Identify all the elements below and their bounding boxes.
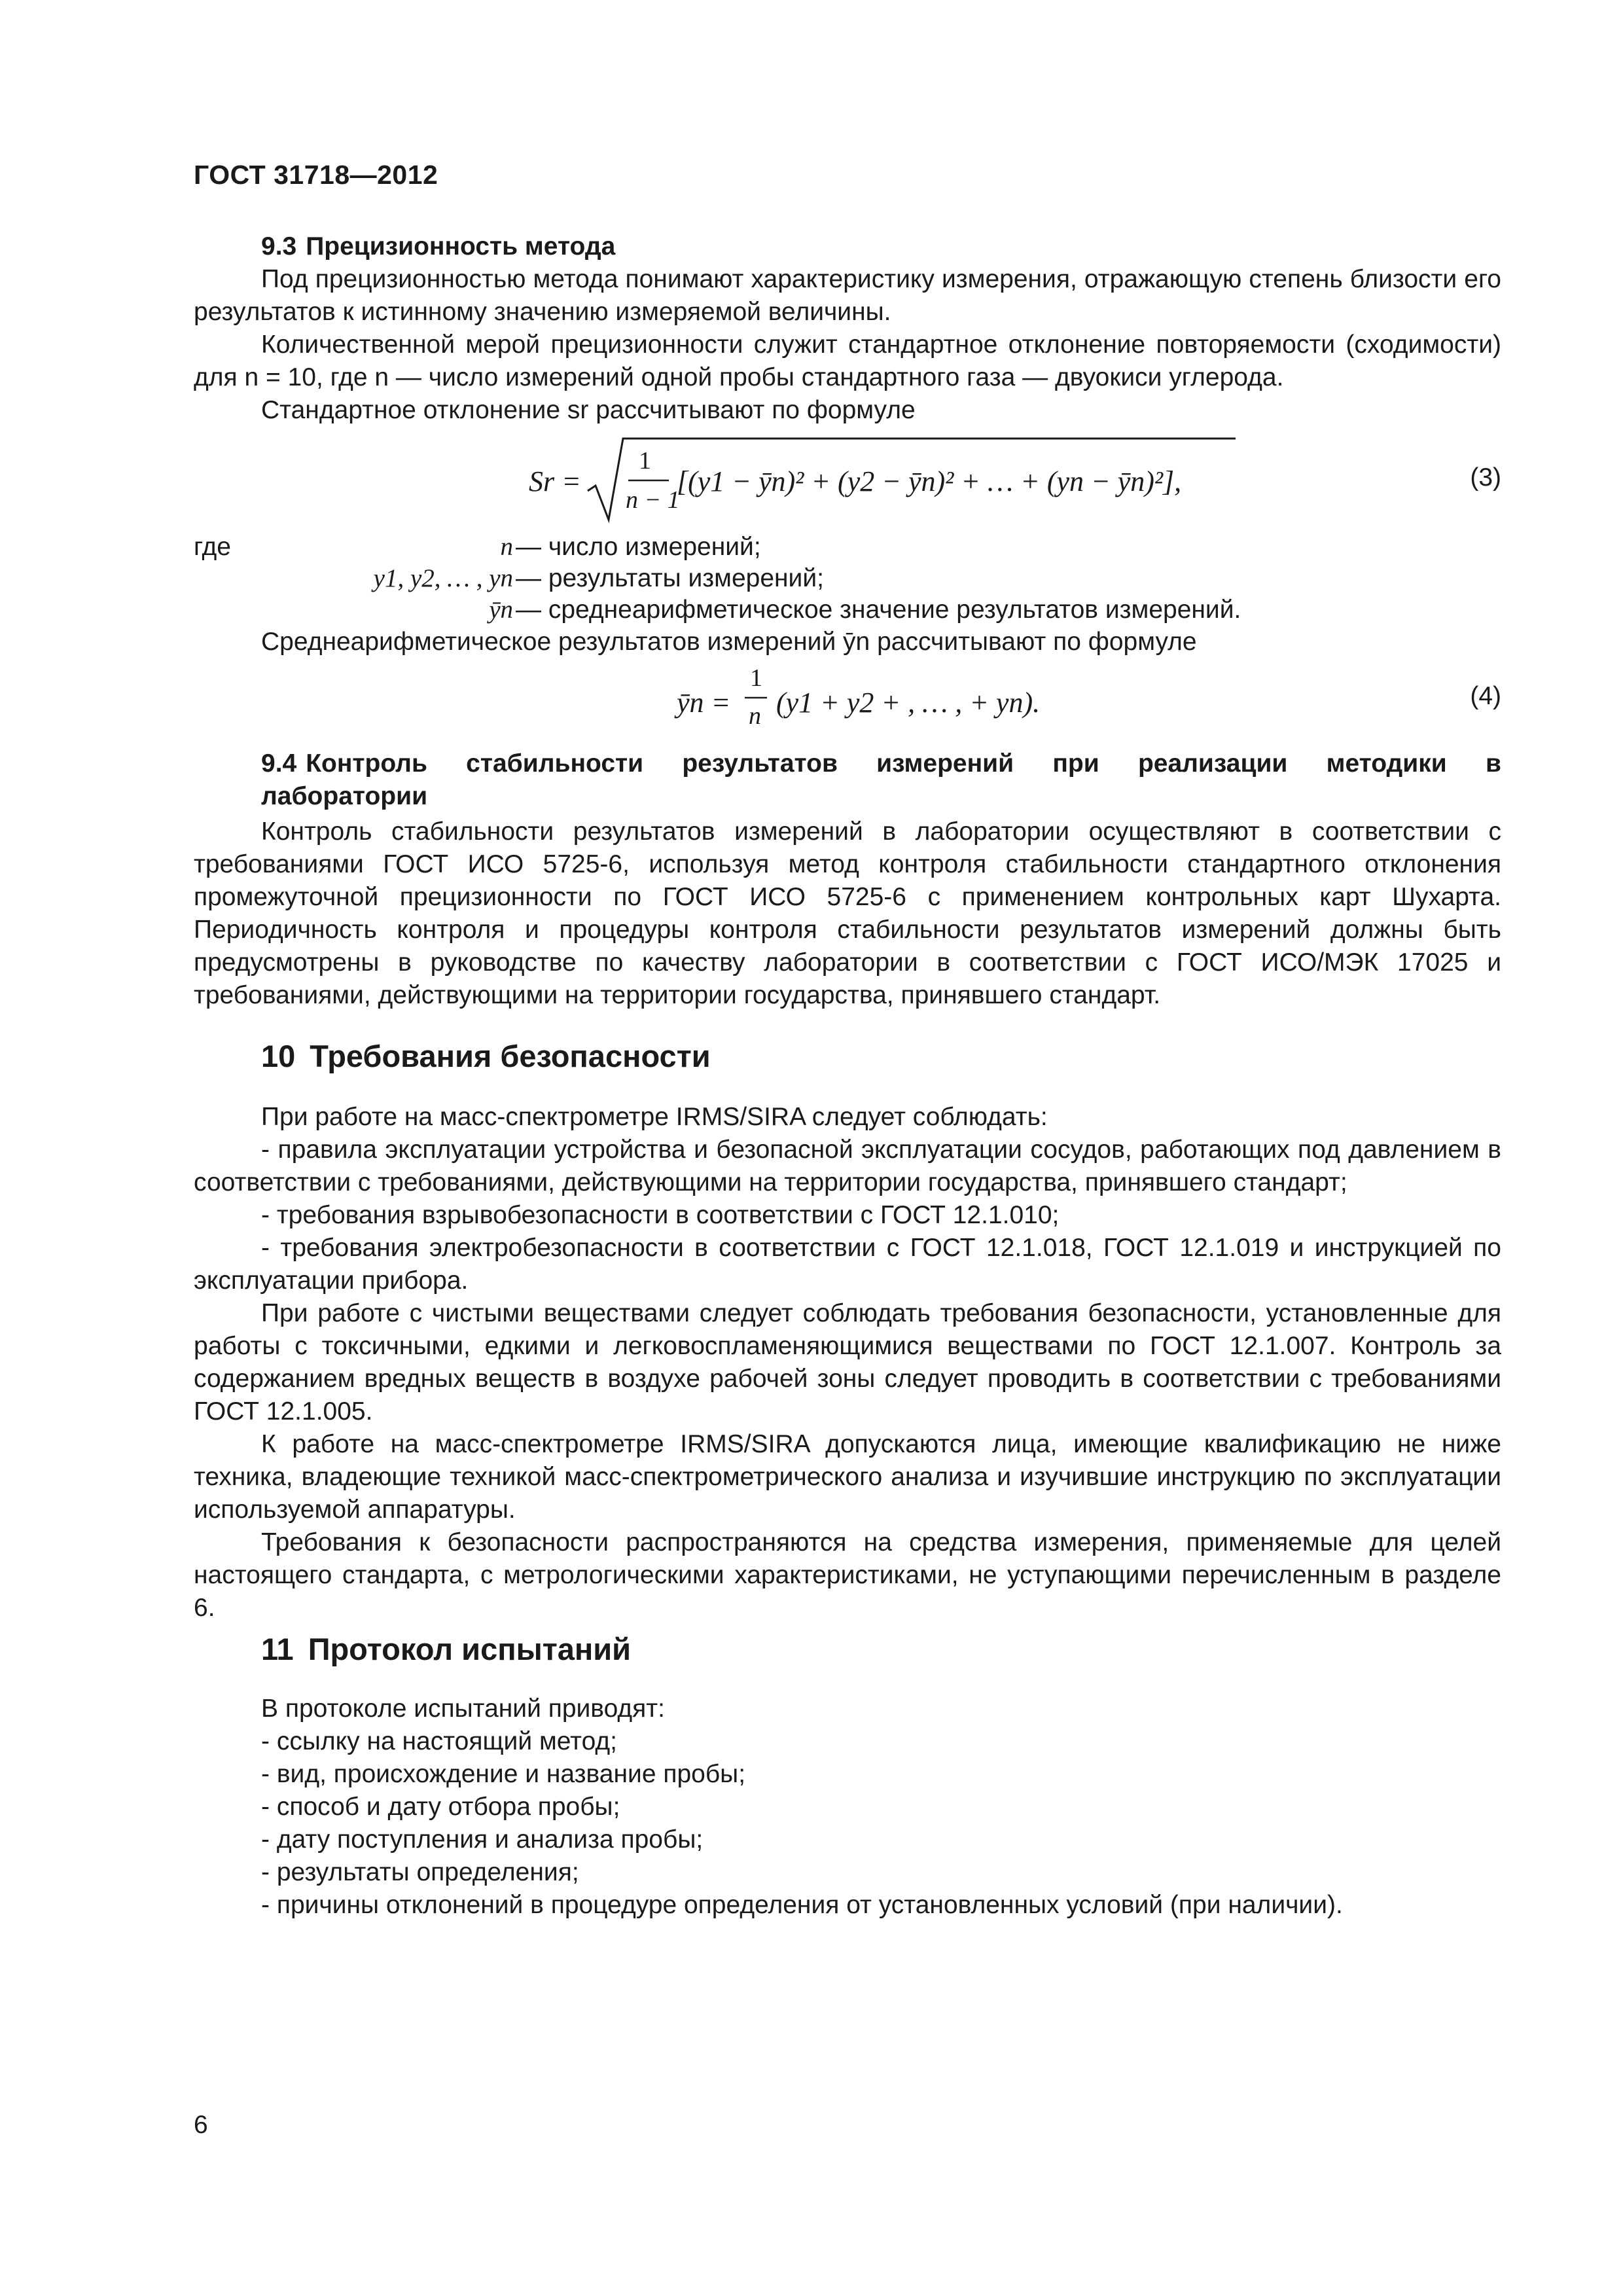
formula-3	[529, 433, 1209, 525]
equation-number-4: (4)	[1470, 682, 1501, 710]
section-9-4	[194, 747, 1501, 1012]
formula-3-frac-den: n − 1	[626, 486, 680, 514]
paragraph: Требования к безопасности распространяются на средства измерения, применяемые для целей настоящего стандарта, с метрологическими характеристиками, не уступающими перечисленным в разделе 6.	[194, 1528, 1501, 1622]
where-row	[194, 563, 1501, 594]
paragraph: - требования электробезопасности в соответствии с ГОСТ 12.1.018, ГОСТ 12.1.019 и инструкцией по эксплуатации прибора.	[194, 1234, 1501, 1295]
list-item: - вид, происхождение и название пробы;	[261, 1760, 746, 1788]
where-description: — среднеарифметическое значение результатов измерений.	[516, 596, 1241, 624]
where-symbol: ȳn	[489, 596, 513, 624]
section-11-heading	[261, 1631, 631, 1667]
section-title: Протокол испытаний	[308, 1632, 632, 1666]
where-symbol: n	[500, 533, 513, 561]
where-row	[194, 531, 1501, 563]
formula-4-frac-den: n	[749, 702, 761, 730]
list-item: - причины отклонений в процедуре определения от установленных условий (при наличии).	[261, 1891, 1343, 1919]
paragraph: - требования взрывобезопасности в соответствии с ГОСТ 12.1.010;	[261, 1201, 1060, 1229]
formula-4-lhs: ȳn =	[677, 687, 731, 719]
section-number: 10	[261, 1039, 296, 1073]
paragraph: При работе на масс-спектрометре IRMS/SIRA следует соблюдать:	[261, 1103, 1048, 1131]
paragraph: Контроль стабильности результатов измерений в лаборатории осуществляют в соответствии с требованиями ГОСТ ИСО 5725-6, используя метод контроля стабильности стандартного отклонения промежуточной прецизионности по ГОСТ ИСО 5725-6 с применением контрольных карт Шухарта. Периодичность контроля и процедуры контроля стабильности результатов измерений должны быть предусмотрены в руководстве по качеству лаборатории в соответствии с ГОСТ ИСО/МЭК 17025 и требованиями, действующими на территории государства, принявшего стандарт.	[194, 817, 1501, 1009]
section-9-3	[194, 230, 1501, 427]
section-10-heading	[261, 1038, 711, 1074]
paragraph: Стандартное отклонение sr рассчитывают по формуле	[261, 396, 916, 424]
section-11	[261, 1693, 1501, 1922]
list-item: - ссылку на настоящий метод;	[261, 1727, 618, 1755]
document-code: ГОСТ 31718—2012	[194, 160, 438, 190]
list-item: - дату поступления и анализа пробы;	[261, 1825, 704, 1854]
section-number: 9.4	[261, 749, 297, 778]
section-10	[194, 1101, 1501, 1624]
formula-4-frac-num: 1	[750, 664, 762, 692]
where-description: — число измерений;	[516, 533, 761, 561]
where-label: где	[194, 533, 231, 561]
page-number: 6	[194, 2111, 208, 2139]
where-row	[194, 594, 1501, 626]
section-9-3-continued	[194, 626, 1501, 658]
where-symbol: y1, y2, … , yn	[373, 564, 513, 592]
where-description: — результаты измерений;	[516, 564, 824, 592]
section-title-line1: Контроль стабильности результатов измерений при реализации методики в	[306, 749, 1501, 778]
paragraph: Под прецизионностью метода понимают характеристику измерения, отражающую степень близости его результатов к истинному значению измеряемой величины.	[194, 265, 1501, 326]
paragraph: К работе на масс-спектрометре IRMS/SIRA допускаются лица, имеющие квалификацию не ниже техника, владеющие техникой масс-спектрометрического анализа и изучившие инструкцию по эксплуатации используемой аппаратуры.	[194, 1430, 1501, 1524]
section-9-4-heading-line2: лаборатории	[261, 782, 428, 810]
paragraph: В протоколе испытаний приводят:	[261, 1695, 665, 1723]
formula-4-body: (y1 + y2 + , … , + yn).	[776, 687, 1041, 719]
paragraph: - правила эксплуатации устройства и безопасной эксплуатации сосудов, работающих под давлением в соответствии с требованиями, действующими на территории государства, принявшего стандарт;	[194, 1136, 1501, 1196]
formula-3-frac-num: 1	[639, 447, 651, 475]
formula-4	[677, 664, 1135, 736]
where-block	[194, 531, 1501, 626]
section-title: Требования безопасности	[310, 1039, 711, 1073]
list-item: - способ и дату отбора пробы;	[261, 1793, 620, 1821]
formula-3-lhs: Sr =	[529, 465, 581, 497]
paragraph: При работе с чистыми веществами следует соблюдать требования безопасности, установленные для работы с токсичными, едкими и легковоспламеняющимися веществами по ГОСТ 12.1.007. Контроль за содержанием вредных веществ в воздухе рабочей зоны следует проводить в соответствии с требованиями ГОСТ 12.1.005.	[194, 1299, 1501, 1426]
section-9-3-heading	[194, 230, 1501, 263]
formula-3-body: [(y1 − ȳn)² + (y2 − ȳn)² + … + (yn − ȳn)²],	[677, 465, 1182, 497]
section-number: 11	[261, 1632, 294, 1666]
paragraph: Среднеарифметическое результатов измерений ȳn рассчитывают по формуле	[261, 628, 1197, 656]
section-number: 9.3	[261, 232, 297, 260]
list-item: - результаты определения;	[261, 1858, 579, 1886]
equation-number-3: (3)	[1470, 463, 1501, 492]
section-9-4-heading	[261, 747, 1501, 780]
fraction-bar	[745, 696, 768, 699]
paragraph: Количественной мерой прецизионности служит стандартное отклонение повторяемости (сходимости) для n = 10, где n — число измерений одной пробы стандартного газа — двуокиси углерода.	[194, 331, 1501, 391]
section-title: Прецизионность метода	[306, 232, 616, 260]
